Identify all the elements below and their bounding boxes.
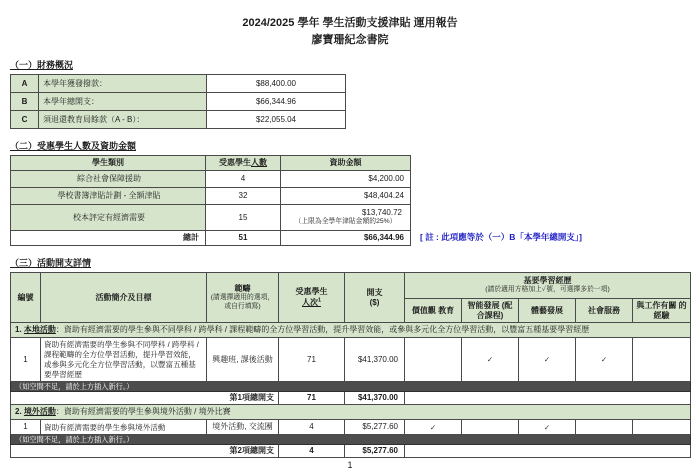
amount-cell: $48,404.24: [281, 188, 411, 205]
row-code: B: [11, 93, 39, 111]
activity-count: 4: [279, 420, 345, 435]
activity-table: [10, 272, 691, 458]
group1-subtotal-row: [11, 392, 691, 405]
subtotal-amount: $5,277.60: [345, 445, 405, 458]
group1-band-row: [11, 323, 691, 338]
activity-count: 71: [279, 338, 345, 382]
col-header-amount: 資助金額: [281, 156, 411, 171]
category-cell: 校本評定有經濟需要: [11, 205, 206, 231]
total-expenditure-note: [ 註 : 此項應等於（一）B「本學年總開支」]: [420, 232, 582, 242]
activity-scope: 境外活動, 交流團: [207, 420, 279, 435]
school-name: 廖寶珊紀念書院: [311, 33, 389, 46]
subtotal-empty-cell: [405, 392, 691, 405]
activity-row: [11, 420, 691, 435]
col-header-expense: 開支 ($): [345, 273, 405, 323]
group1-insert-row: [11, 382, 691, 392]
ele-check-values: [405, 338, 462, 382]
activity-amount: $5,277.60: [345, 420, 405, 435]
group1-band-text: 1. 本地活動：資助有經濟需要的學生參與不同學科 / 跨學科 / 課程範疇的全方位學習活動，提升學習效能，或參與多元化全方位學習活動，以豐富五種基要學習經歷: [11, 323, 691, 338]
col-header-ele-group: 基要學習經歷 (請於適用方格加上✓號，可選擇多於一項): [405, 273, 691, 299]
beneficiary-row: [11, 205, 411, 231]
total-amount: $66,344.96: [281, 231, 411, 246]
row-value: $22,055.04: [207, 111, 346, 129]
subtotal-label: 第1項總開支: [11, 392, 279, 405]
beneficiary-row: [11, 188, 411, 205]
col-header-category: 學生類別: [11, 156, 206, 171]
total-count: 51: [206, 231, 281, 246]
footnote-marker: 1: [317, 297, 322, 304]
activity-description: 資助有經濟需要的學生參與境外活動: [41, 420, 207, 435]
activity-number: 1: [11, 420, 41, 435]
finance-row-b: [11, 93, 346, 111]
subtotal-count: 71: [279, 392, 345, 405]
row-code: A: [11, 75, 39, 93]
group2-band-row: [11, 405, 691, 420]
col-header-students: 受惠學生 人次$^1$: [279, 273, 345, 323]
ele-check-physical: ✓: [519, 338, 576, 382]
activity-row: [11, 338, 691, 382]
category-cell: 綜合社會保障援助: [11, 171, 206, 188]
col-header-count: 受惠學生人數: [206, 156, 281, 171]
col-header-ele-community: 社會服務: [576, 299, 633, 323]
finance-row-c: [11, 111, 346, 129]
row-code: C: [11, 111, 39, 129]
row-label: 本學年總開支：: [39, 93, 207, 111]
beneficiary-total-row: [11, 231, 411, 246]
subtotal-label: 第2項總開支: [11, 445, 279, 458]
report-title: 2024/2025 學年 學生活動支援津貼 運用報告: [242, 17, 458, 29]
row-label: 須退還教育局餘款（A - B）：: [39, 111, 207, 129]
ele-check-community: ✓: [576, 338, 633, 382]
insert-row-note: （如空間不足，請於上方插入新行。）: [11, 382, 691, 392]
subtotal-amount: $41,370.00: [345, 392, 405, 405]
col-header-ele-career: 與工作有關 的經驗: [633, 299, 691, 323]
subtotal-count: 4: [279, 445, 345, 458]
ele-check-career: [633, 338, 691, 382]
insert-row-note: （如空間不足，請於上方插入新行。）: [11, 435, 691, 445]
activity-description: 資助有經濟需要的學生參與不同學科 / 跨學科 / 課程範疇的全方位學習活動，提升學習效能，或參與多元化全方位學習活動，以豐富五種基要學習經歷: [41, 338, 207, 382]
col-header-ele-values: 價值觀 教育: [405, 299, 462, 323]
row-value: $88,400.00: [207, 75, 346, 93]
section3-heading: （三）活動開支詳情: [10, 258, 92, 268]
finance-row-a: [11, 75, 346, 93]
activity-header-row-1: [11, 273, 691, 299]
ele-check-physical: ✓: [519, 420, 576, 435]
count-cell: 4: [206, 171, 281, 188]
col-header-scope: 範疇 (請選擇適用的選項，或自行填寫): [207, 273, 279, 323]
ele-check-values: ✓: [405, 420, 462, 435]
total-label: 總計: [11, 231, 206, 246]
category-cell: 學校書簿津貼計劃 - 全額津貼: [11, 188, 206, 205]
amount-cell: $13,740.72 （上限為全學年津貼金額的25%）: [281, 205, 411, 231]
group2-insert-row: [11, 435, 691, 445]
col-header-description: 活動簡介及目標: [41, 273, 207, 323]
beneficiary-table: [10, 155, 411, 246]
section2-heading: （二）受惠學生人數及資助金額: [10, 141, 137, 151]
col-header-ele-intellect: 智能發展 (配合課程): [462, 299, 519, 323]
col-header-ele-physical: 體藝發展: [519, 299, 576, 323]
activity-scope: 興趣班, 課後活動: [207, 338, 279, 382]
document-title: [0, 0, 700, 48]
amount-note: （上限為全學年津貼金額的25%）: [294, 218, 397, 226]
activity-number: 1: [11, 338, 41, 382]
section1-heading: （一）財務概況: [10, 60, 74, 70]
activity-amount: $41,370.00: [345, 338, 405, 382]
beneficiary-header-row: [11, 156, 411, 171]
group2-subtotal-row: [11, 445, 691, 458]
page-number: 1: [347, 460, 353, 470]
ele-check-career: [633, 420, 691, 435]
ele-check-intellect: [462, 420, 519, 435]
count-cell: 15: [206, 205, 281, 231]
ele-check-community: [576, 420, 633, 435]
count-cell: 32: [206, 188, 281, 205]
row-value: $66,344.96: [207, 93, 346, 111]
amount-cell: $4,200.00: [281, 171, 411, 188]
col-header-number: 編號: [11, 273, 41, 323]
subtotal-empty-cell: [405, 445, 691, 458]
row-label: 本學年獲發撥款：: [39, 75, 207, 93]
group2-band-text: 2. 境外活動：資助有經濟需要的學生參與境外活動 / 境外比賽: [11, 405, 691, 420]
finance-table: [10, 74, 346, 129]
ele-check-intellect: ✓: [462, 338, 519, 382]
beneficiary-row: [11, 171, 411, 188]
